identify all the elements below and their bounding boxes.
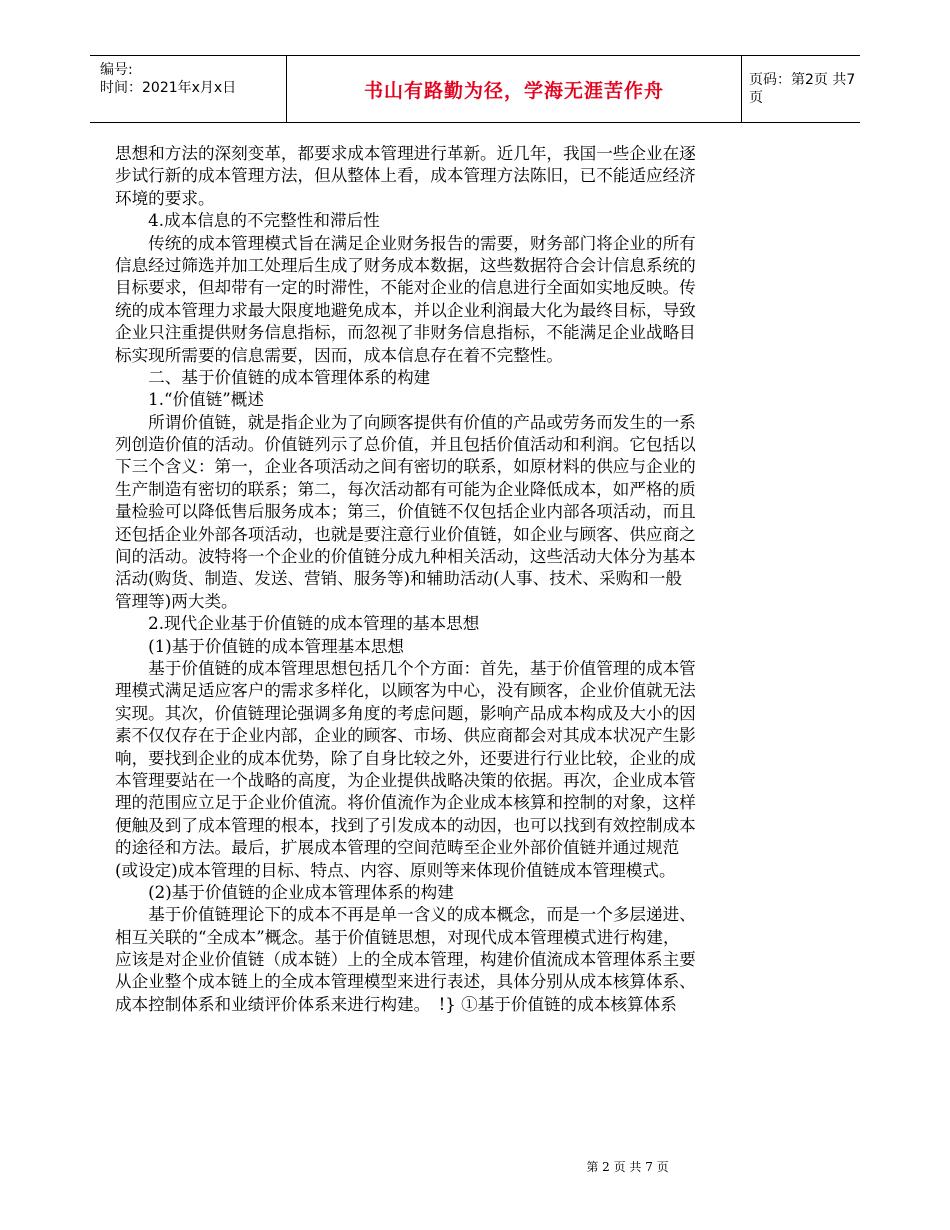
header-page-label: 页码：第2页 共7页 (749, 72, 856, 106)
header-right-cell (741, 56, 860, 122)
text-line: 生产制造有密切的联系；第二，每次活动都有可能为企业降低成本，如严格的质 (115, 479, 696, 499)
text-line: 基于价值链理论下的成本不再是单一含义的成本概念，而是一个多层递进、 (115, 905, 696, 925)
document-body (115, 143, 770, 1016)
text-line: 目标要求，但却带有一定的时滞性，不能对企业的信息进行全面如实地反映。传 (115, 278, 696, 298)
text-line: 间的活动。波特将一个企业的价值链分成九种相关活动，这些活动大体分为基本 (115, 547, 696, 567)
text-line: 列创造价值的活动。价值链列示了总价值，并且包括价值活动和利润。它包括以 (115, 435, 696, 455)
text-line: 理模式满足适应客户的需求多样化，以顾客为中心，没有顾客，企业价值就无法 (115, 681, 696, 701)
text-line: 基于价值链的成本管理思想包括几个个方面：首先，基于价值管理的成本管 (115, 658, 696, 678)
header-motto: 书山有路勤为径，学海无涯苦作舟 (363, 79, 664, 102)
header-motto-cell (286, 56, 742, 122)
text-line: 成本控制体系和业绩评价体系来进行构建。 !} ①基于价值链的成本核算体系 (115, 994, 677, 1014)
text-line: 本管理要站在一个战略的高度，为企业提供战略决策的依据。再次，企业成本管 (115, 770, 696, 790)
text-line: 理的范围应立足于企业价值流。将价值流作为企业成本核算和控制的对象，这样 (115, 793, 696, 813)
page-footer: 第 2 页 共 7 页 (586, 1160, 669, 1174)
text-line: 环境的要求。 (115, 188, 215, 208)
text-line: 响，要找到企业的成本优势，除了自身比较之外，还要进行行业比较，企业的成 (115, 748, 696, 768)
text-line: 企业只注重提供财务信息指标，而忽视了非财务信息指标，不能满足企业战略目 (115, 323, 696, 343)
text-line: 实现。其次，价值链理论强调多角度的考虑问题，影响产品成本构成及大小的因 (115, 703, 696, 723)
text-line: 还包括企业外部各项活动，也就是要注意行业价值链，如企业与顾客、供应商之 (115, 524, 696, 544)
text-line: 标实现所需要的信息需要，因而，成本信息存在着不完整性。 (115, 345, 564, 365)
document-time-label: 时间：2021年x月x日 (100, 80, 237, 96)
text-line: 所谓价值链，就是指企业为了向顾客提供有价值的产品或劳务而发生的一系 (115, 412, 696, 432)
text-line: 活动(购货、制造、发送、营销、服务等)和辅助活动(人事、技术、采购和一般 (115, 569, 683, 589)
text-line: (2)基于价值链的企业成本管理体系的构建 (115, 882, 454, 902)
text-line: 素不仅仅存在于企业内部，企业的顾客、市场、供应商都会对其成本状况产生影 (115, 726, 696, 746)
text-line: 从企业整个成本链上的全成本管理模型来进行表述，具体分别从成本核算体系、 (115, 972, 696, 992)
text-line: 思想和方法的深刻变革，都要求成本管理进行革新。近几年，我国一些企业在逐 (115, 144, 696, 163)
text-line: 步试行新的成本管理方法，但从整体上看，成本管理方法陈旧，已不能适应经济 (115, 166, 696, 186)
document-number-label: 编号: (100, 62, 133, 78)
text-line: 1.“价值链”概述 (115, 390, 264, 410)
text-line: 统的成本管理力求最大限度地避免成本，并以企业利润最大化为最终目标，导致 (115, 300, 696, 320)
text-line: 量检验可以降低售后服务成本；第三，价值链不仅包括企业内部各项活动，而且 (115, 502, 696, 522)
text-line: (或设定)成本管理的目标、特点、内容、原则等来体现价值链成本管理模式。 (115, 860, 676, 880)
text-line: 4.成本信息的不完整性和滞后性 (115, 211, 380, 231)
text-line: 便触及到了成本管理的根本，找到了引发成本的动因，也可以找到有效控制成本 (115, 815, 696, 835)
text-line: 二、基于价值链的成本管理体系的构建 (115, 367, 431, 387)
text-line: 传统的成本管理模式旨在满足企业财务报告的需要，财务部门将企业的所有 (115, 233, 696, 253)
text-line: 管理等)两大类。 (115, 591, 238, 611)
text-line: 的途径和方法。最后，扩展成本管理的空间范畴至企业外部价值链并通过规范 (115, 838, 680, 858)
text-line: 信息经过筛选并加工处理后生成了财务成本数据，这些数据符合会计信息系统的 (115, 255, 696, 275)
text-line: 2.现代企业基于价值链的成本管理的基本思想 (115, 614, 480, 634)
text-line: 应该是对企业价值链（成本链）上的全成本管理，构建价值流成本管理体系主要 (115, 950, 696, 970)
text-line: (1)基于价值链的成本管理基本思想 (115, 636, 405, 656)
page-header (90, 55, 860, 123)
text-line: 下三个含义：第一，企业各项活动之间有密切的联系，如原材料的供应与企业的 (115, 457, 696, 477)
text-line: 相互关联的“全成本”概念。基于价值链思想，对现代成本管理模式进行构建， (115, 927, 680, 947)
header-left-cell (90, 56, 286, 122)
